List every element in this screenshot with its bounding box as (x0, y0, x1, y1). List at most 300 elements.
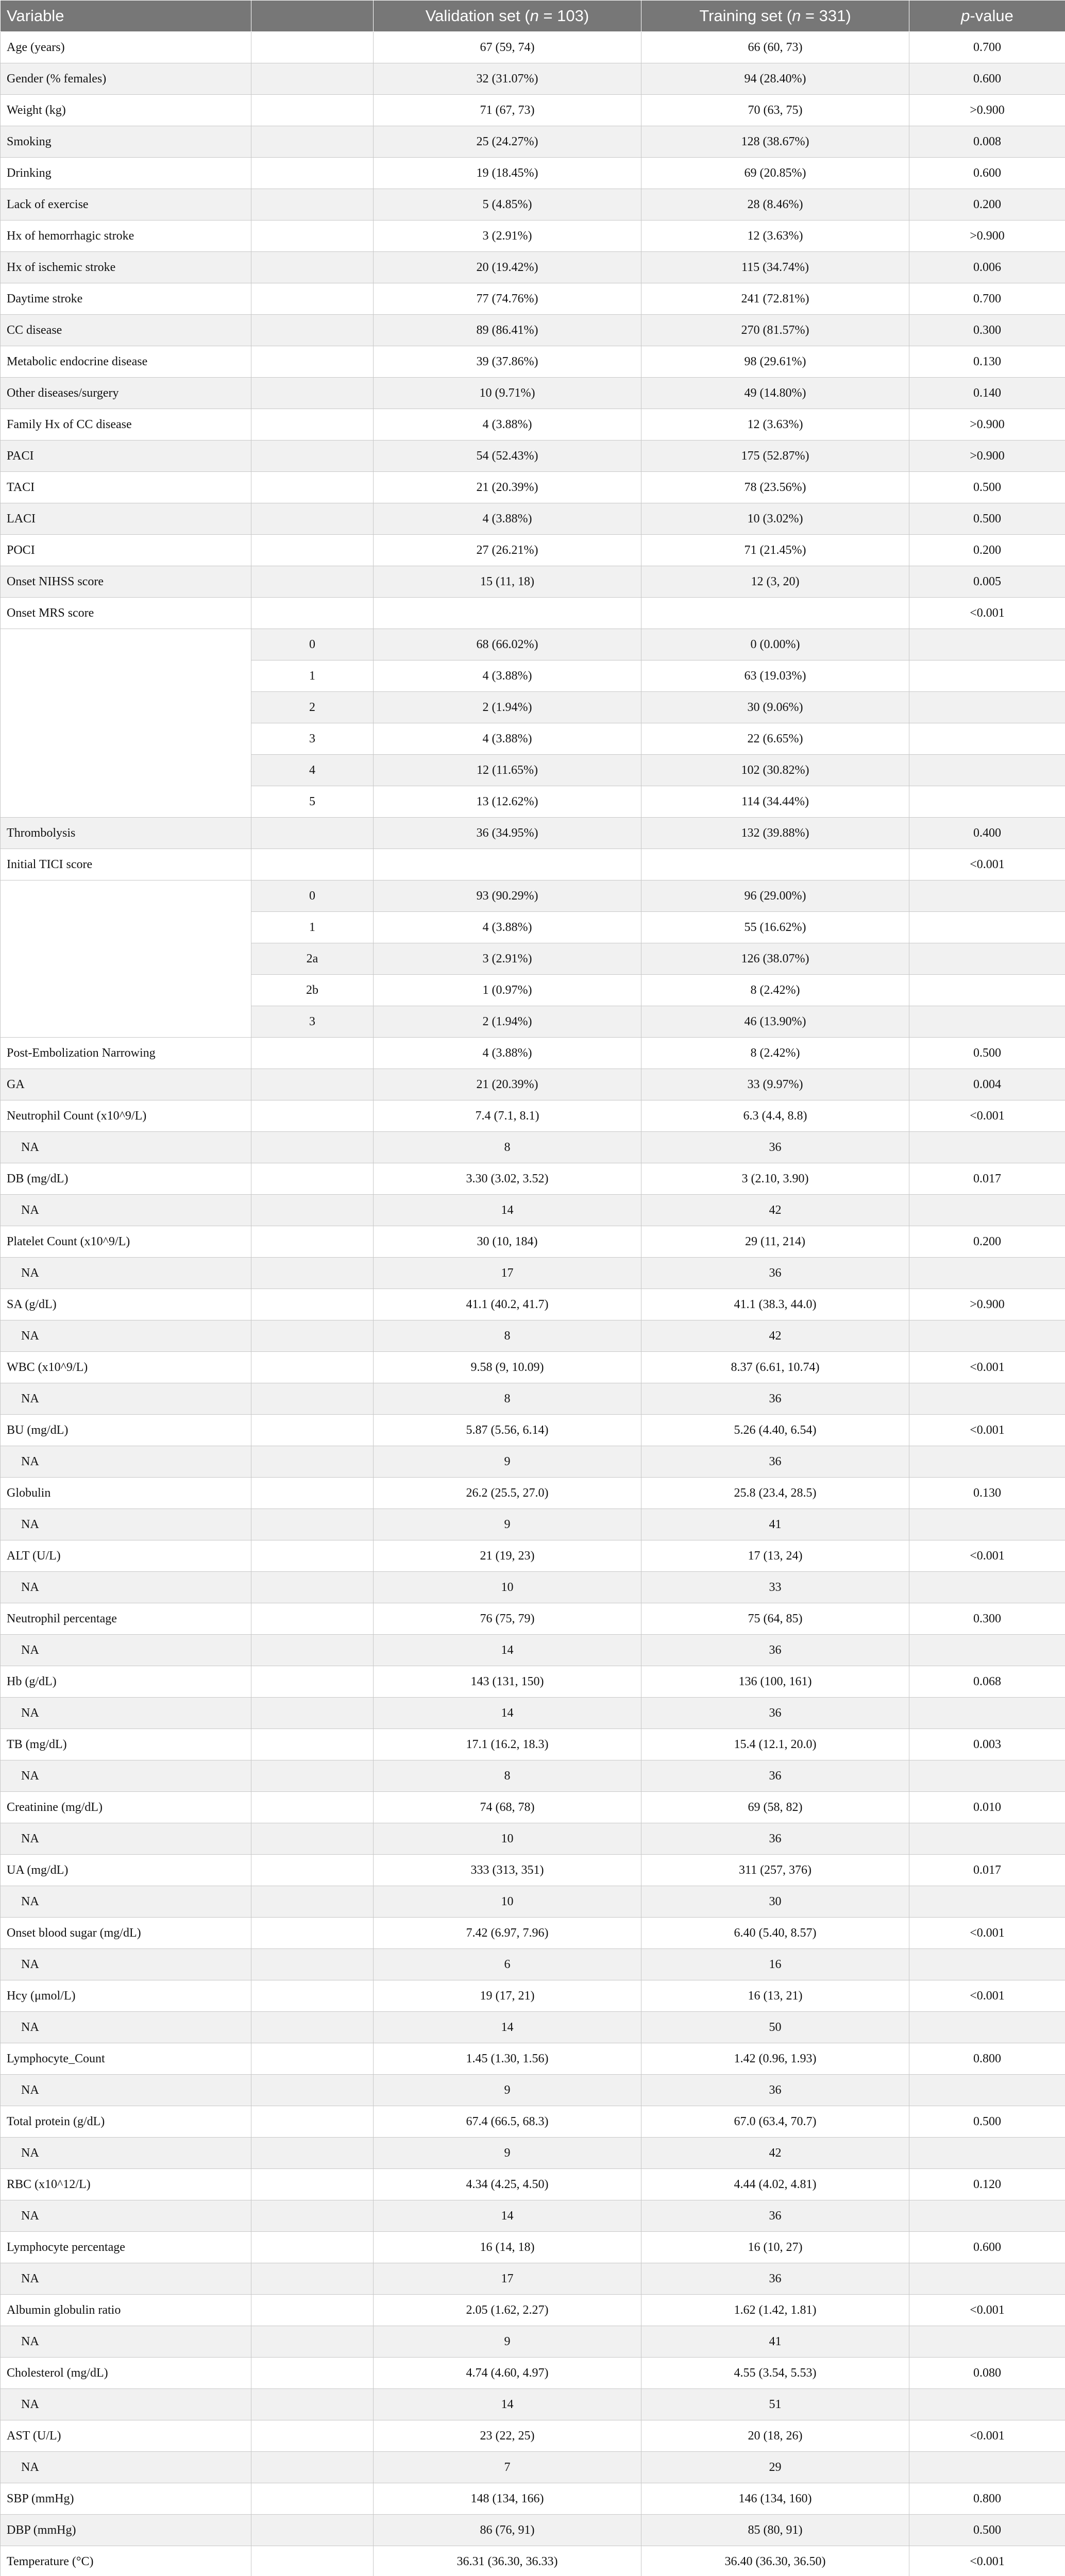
cell-variable: NA (1, 2263, 251, 2295)
cell-training: 33 (641, 1572, 909, 1603)
cell-validation: 5 (4.85%) (374, 189, 641, 221)
table-row (1, 629, 1065, 660)
table-row (1, 1163, 1065, 1195)
cell-validation: 39 (37.86%) (374, 346, 641, 378)
cell-p-value: 0.800 (909, 2483, 1065, 2515)
cell-subcategory (251, 1886, 374, 1918)
cell-training: 29 (11, 214) (641, 1226, 909, 1258)
cell-p-value: 0.017 (909, 1163, 1065, 1195)
cell-p-value: 0.800 (909, 2043, 1065, 2075)
cell-variable: Daytime stroke (1, 283, 251, 315)
table-row (1, 1635, 1065, 1666)
cell-training: 41.1 (38.3, 44.0) (641, 1289, 909, 1320)
table-row (1, 440, 1065, 472)
cell-variable: NA (1, 2389, 251, 2420)
cell-validation: 21 (20.39%) (374, 1069, 641, 1100)
cell-subcategory (251, 126, 374, 158)
cell-validation: 9 (374, 2326, 641, 2358)
cell-variable: TACI (1, 472, 251, 503)
cell-variable: Age (years) (1, 32, 251, 63)
cell-subcategory: 1 (251, 660, 374, 692)
table-row (1, 378, 1065, 409)
cell-validation: 67 (59, 74) (374, 32, 641, 63)
cell-subcategory: 2b (251, 975, 374, 1006)
cell-training: 12 (3, 20) (641, 566, 909, 598)
cell-variable: NA (1, 1760, 251, 1792)
cell-validation: 2.05 (1.62, 2.27) (374, 2295, 641, 2326)
header-training (641, 1, 909, 32)
cell-variable: Lack of exercise (1, 189, 251, 221)
cell-training: 16 (10, 27) (641, 2232, 909, 2263)
cell-subcategory (251, 1195, 374, 1226)
cell-training (641, 598, 909, 629)
table-row (1, 849, 1065, 880)
cell-training: 1.42 (0.96, 1.93) (641, 2043, 909, 2075)
table-row (1, 2043, 1065, 2075)
cell-training: 6.3 (4.4, 8.8) (641, 1100, 909, 1132)
cell-p-value: >0.900 (909, 95, 1065, 126)
cell-subcategory (251, 598, 374, 629)
table-row (1, 252, 1065, 283)
cell-training: 36 (641, 2075, 909, 2106)
cell-p-value: 0.120 (909, 2169, 1065, 2200)
cell-p-value: 0.200 (909, 1226, 1065, 1258)
cell-validation: 26.2 (25.5, 27.0) (374, 1478, 641, 1509)
cell-training: 41 (641, 1509, 909, 1540)
cell-p-value (909, 755, 1065, 786)
cell-variable: Other diseases/surgery (1, 378, 251, 409)
cell-variable: Hx of ischemic stroke (1, 252, 251, 283)
cell-subcategory: 0 (251, 629, 374, 660)
cell-subcategory (251, 409, 374, 440)
header-row (1, 1, 1065, 32)
header-validation (374, 1, 641, 32)
cell-subcategory (251, 1855, 374, 1886)
cell-subcategory (251, 1729, 374, 1760)
cell-variable: Family Hx of CC disease (1, 409, 251, 440)
cell-subcategory (251, 2483, 374, 2515)
cell-p-value (909, 2263, 1065, 2295)
table-row (1, 566, 1065, 598)
cell-variable: Platelet Count (x10^9/L) (1, 1226, 251, 1258)
cell-validation: 14 (374, 2012, 641, 2043)
table-row (1, 2326, 1065, 2358)
cell-validation: 3 (2.91%) (374, 221, 641, 252)
table-body (1, 32, 1065, 2576)
table-row (1, 818, 1065, 849)
cell-validation: 21 (19, 23) (374, 1540, 641, 1572)
cell-validation: 10 (9.71%) (374, 378, 641, 409)
cell-p-value: 0.080 (909, 2358, 1065, 2389)
cell-training: 30 (641, 1886, 909, 1918)
cell-subcategory (251, 158, 374, 189)
header-validation-n: n (530, 7, 539, 25)
cell-subcategory (251, 1918, 374, 1949)
cell-p-value: <0.001 (909, 2295, 1065, 2326)
cell-subcategory (251, 1163, 374, 1195)
cell-training: 69 (58, 82) (641, 1792, 909, 1823)
cell-validation: 4.34 (4.25, 4.50) (374, 2169, 641, 2200)
cell-variable: Temperature (°C) (1, 2546, 251, 2576)
cell-subcategory (251, 1446, 374, 1478)
cell-validation: 1 (0.97%) (374, 975, 641, 1006)
table-row (1, 1195, 1065, 1226)
cell-variable: DB (mg/dL) (1, 1163, 251, 1195)
cell-validation: 3 (2.91%) (374, 943, 641, 975)
table-row (1, 2232, 1065, 2263)
table-row (1, 1666, 1065, 1698)
cell-training: 75 (64, 85) (641, 1603, 909, 1635)
cell-variable: NA (1, 1572, 251, 1603)
cell-p-value: 0.200 (909, 189, 1065, 221)
cell-p-value: <0.001 (909, 1100, 1065, 1132)
cell-subcategory (251, 503, 374, 535)
header-validation-suffix: = 103) (538, 7, 589, 25)
cell-validation: 4 (3.88%) (374, 723, 641, 755)
cell-validation: 9 (374, 1509, 641, 1540)
table-row (1, 1038, 1065, 1069)
cell-variable: Lymphocyte_Count (1, 2043, 251, 2075)
cell-validation: 27 (26.21%) (374, 535, 641, 566)
cell-training: 16 (641, 1949, 909, 1980)
cell-p-value (909, 1698, 1065, 1729)
cell-subcategory (251, 2546, 374, 2576)
cell-validation: 6 (374, 1949, 641, 1980)
cell-p-value: >0.900 (909, 1289, 1065, 1320)
cell-p-value: 0.700 (909, 283, 1065, 315)
cell-training: 98 (29.61%) (641, 346, 909, 378)
table-row (1, 1226, 1065, 1258)
cell-subcategory (251, 1226, 374, 1258)
cell-variable: BU (mg/dL) (1, 1415, 251, 1446)
header-variable: Variable (1, 1, 251, 32)
cell-p-value: 0.006 (909, 252, 1065, 283)
table-row (1, 32, 1065, 63)
cell-subcategory (251, 32, 374, 63)
table-row (1, 2358, 1065, 2389)
cell-p-value (909, 660, 1065, 692)
cell-variable: Lymphocyte percentage (1, 2232, 251, 2263)
cell-subcategory (251, 1823, 374, 1855)
table-row (1, 2483, 1065, 2515)
cell-variable: Onset blood sugar (mg/dL) (1, 1918, 251, 1949)
cell-training: 41 (641, 2326, 909, 2358)
cell-variable: WBC (x10^9/L) (1, 1352, 251, 1383)
cell-variable: NA (1, 1949, 251, 1980)
cell-p-value (909, 723, 1065, 755)
cell-variable: Thrombolysis (1, 818, 251, 849)
cell-training: 102 (30.82%) (641, 755, 909, 786)
table-row (1, 189, 1065, 221)
cell-validation: 14 (374, 2389, 641, 2420)
cell-validation: 4 (3.88%) (374, 660, 641, 692)
cell-variable: TB (mg/dL) (1, 1729, 251, 1760)
cell-variable: GA (1, 1069, 251, 1100)
cell-training: 28 (8.46%) (641, 189, 909, 221)
header-p-value (909, 1, 1065, 32)
cell-training: 51 (641, 2389, 909, 2420)
cell-p-value: 0.017 (909, 1855, 1065, 1886)
cell-subcategory (251, 2138, 374, 2169)
cell-training: 66 (60, 73) (641, 32, 909, 63)
cell-variable: NA (1, 1195, 251, 1226)
cell-validation: 54 (52.43%) (374, 440, 641, 472)
table-row (1, 1698, 1065, 1729)
cell-subcategory (251, 1100, 374, 1132)
table-row (1, 503, 1065, 535)
table-row (1, 1100, 1065, 1132)
cell-variable: NA (1, 2200, 251, 2232)
cell-p-value (909, 2075, 1065, 2106)
cell-p-value (909, 692, 1065, 723)
cell-p-value: 0.068 (909, 1666, 1065, 1698)
cell-variable: UA (mg/dL) (1, 1855, 251, 1886)
table-row (1, 2295, 1065, 2326)
table-row (1, 1415, 1065, 1446)
header-p-suffix: -value (970, 7, 1013, 25)
cell-p-value: <0.001 (909, 1918, 1065, 1949)
table-row (1, 1132, 1065, 1163)
cell-training: 241 (72.81%) (641, 283, 909, 315)
cell-variable: Hb (g/dL) (1, 1666, 251, 1698)
cell-p-value: >0.900 (909, 440, 1065, 472)
cell-subcategory (251, 849, 374, 880)
cell-variable: SBP (mmHg) (1, 2483, 251, 2515)
cell-validation: 8 (374, 1760, 641, 1792)
cell-subcategory (251, 1132, 374, 1163)
cell-training (641, 849, 909, 880)
cell-training: 16 (13, 21) (641, 1980, 909, 2012)
cell-subcategory (251, 1635, 374, 1666)
cell-validation: 20 (19.42%) (374, 252, 641, 283)
cell-subcategory (251, 2200, 374, 2232)
cell-variable: NA (1, 1698, 251, 1729)
cell-subcategory (251, 2043, 374, 2075)
cell-validation: 17 (374, 1258, 641, 1289)
cell-variable: AST (U/L) (1, 2420, 251, 2452)
table-row (1, 1855, 1065, 1886)
cell-variable: NA (1, 1132, 251, 1163)
cell-subcategory (251, 818, 374, 849)
cell-subcategory (251, 95, 374, 126)
cell-variable: NA (1, 2138, 251, 2169)
cell-training: 136 (100, 161) (641, 1666, 909, 1698)
cell-p-value (909, 1635, 1065, 1666)
table-row (1, 1258, 1065, 1289)
cell-subcategory (251, 346, 374, 378)
cell-training: 85 (80, 91) (641, 2515, 909, 2546)
cell-validation: 12 (11.65%) (374, 755, 641, 786)
cell-variable: Hcy (μmol/L) (1, 1980, 251, 2012)
cell-training: 36 (641, 1760, 909, 1792)
cell-training: 96 (29.00%) (641, 880, 909, 912)
cell-training: 69 (20.85%) (641, 158, 909, 189)
cell-validation: 68 (66.02%) (374, 629, 641, 660)
cell-validation: 36.31 (36.30, 36.33) (374, 2546, 641, 2576)
table-row (1, 1478, 1065, 1509)
cell-validation: 41.1 (40.2, 41.7) (374, 1289, 641, 1320)
cell-validation: 14 (374, 1698, 641, 1729)
cell-p-value (909, 912, 1065, 943)
cell-variable (1, 629, 251, 818)
cell-training: 20 (18, 26) (641, 2420, 909, 2452)
cell-subcategory (251, 1289, 374, 1320)
cell-validation: 10 (374, 1886, 641, 1918)
cell-training: 29 (641, 2452, 909, 2483)
cell-p-value: 0.300 (909, 315, 1065, 346)
cell-validation: 8 (374, 1383, 641, 1415)
cell-p-value (909, 1195, 1065, 1226)
cell-p-value: 0.500 (909, 503, 1065, 535)
table-row (1, 1760, 1065, 1792)
cell-variable: Initial TICI score (1, 849, 251, 880)
cell-variable: NA (1, 1446, 251, 1478)
cell-variable: NA (1, 2012, 251, 2043)
table-row (1, 2012, 1065, 2043)
cell-training: 46 (13.90%) (641, 1006, 909, 1038)
table-row (1, 1980, 1065, 2012)
cell-training: 126 (38.07%) (641, 943, 909, 975)
cell-variable: NA (1, 1509, 251, 1540)
cell-subcategory (251, 1320, 374, 1352)
cell-validation: 13 (12.62%) (374, 786, 641, 818)
table-row (1, 2075, 1065, 2106)
cell-validation: 14 (374, 2200, 641, 2232)
cell-subcategory (251, 283, 374, 315)
table-row (1, 1918, 1065, 1949)
cell-subcategory (251, 252, 374, 283)
cell-p-value: <0.001 (909, 1352, 1065, 1383)
cell-p-value (909, 1509, 1065, 1540)
cell-training: 3 (2.10, 3.90) (641, 1163, 909, 1195)
cell-subcategory (251, 315, 374, 346)
cell-variable: CC disease (1, 315, 251, 346)
table-row (1, 1540, 1065, 1572)
table-row (1, 1320, 1065, 1352)
cell-training: 36 (641, 1258, 909, 1289)
cell-variable: DBP (mmHg) (1, 2515, 251, 2546)
cell-p-value (909, 2326, 1065, 2358)
cell-subcategory (251, 2515, 374, 2546)
cell-validation: 2 (1.94%) (374, 1006, 641, 1038)
cell-variable: NA (1, 1823, 251, 1855)
cell-subcategory: 2 (251, 692, 374, 723)
cell-subcategory (251, 2389, 374, 2420)
cell-p-value (909, 629, 1065, 660)
cell-p-value: >0.900 (909, 409, 1065, 440)
cell-validation: 86 (76, 91) (374, 2515, 641, 2546)
cell-validation: 4 (3.88%) (374, 1038, 641, 1069)
cell-p-value: 0.008 (909, 126, 1065, 158)
cell-validation: 7.42 (6.97, 7.96) (374, 1918, 641, 1949)
cell-p-value: <0.001 (909, 598, 1065, 629)
cell-validation: 4.74 (4.60, 4.97) (374, 2358, 641, 2389)
cell-training: 311 (257, 376) (641, 1855, 909, 1886)
cell-p-value: 0.400 (909, 818, 1065, 849)
cell-training: 22 (6.65%) (641, 723, 909, 755)
cell-variable: Onset MRS score (1, 598, 251, 629)
cell-p-value (909, 880, 1065, 912)
cell-training: 36 (641, 2200, 909, 2232)
cell-validation: 25 (24.27%) (374, 126, 641, 158)
cell-validation (374, 598, 641, 629)
cell-subcategory (251, 2420, 374, 2452)
cell-training: 36 (641, 1635, 909, 1666)
cell-variable (1, 880, 251, 1038)
cell-validation: 19 (17, 21) (374, 1980, 641, 2012)
cell-validation: 8 (374, 1320, 641, 1352)
cell-p-value (909, 1949, 1065, 1980)
cell-subcategory (251, 2358, 374, 2389)
cell-p-value: 0.140 (909, 378, 1065, 409)
cell-subcategory (251, 221, 374, 252)
cell-subcategory (251, 63, 374, 95)
table-row (1, 346, 1065, 378)
cell-validation: 77 (74.76%) (374, 283, 641, 315)
cell-p-value (909, 1823, 1065, 1855)
cell-p-value: 0.500 (909, 472, 1065, 503)
cell-subcategory (251, 2452, 374, 2483)
cell-p-value: 0.500 (909, 1038, 1065, 1069)
cell-p-value (909, 2138, 1065, 2169)
cell-training: 6.40 (5.40, 8.57) (641, 1918, 909, 1949)
cell-p-value: 0.500 (909, 2515, 1065, 2546)
cell-training: 42 (641, 2138, 909, 2169)
cell-p-value: 0.003 (909, 1729, 1065, 1760)
table-row (1, 95, 1065, 126)
cell-variable: Gender (% females) (1, 63, 251, 95)
table-row (1, 1603, 1065, 1635)
cell-training: 36 (641, 1698, 909, 1729)
table-row (1, 315, 1065, 346)
cell-variable: RBC (x10^12/L) (1, 2169, 251, 2200)
cell-subcategory (251, 440, 374, 472)
cell-validation: 14 (374, 1635, 641, 1666)
cell-variable: NA (1, 1258, 251, 1289)
header-p-italic: p (961, 7, 970, 25)
cell-variable: Metabolic endocrine disease (1, 346, 251, 378)
cell-training: 36 (641, 1383, 909, 1415)
cell-training: 115 (34.74%) (641, 252, 909, 283)
cell-training: 36 (641, 1823, 909, 1855)
cell-training: 71 (21.45%) (641, 535, 909, 566)
table-row (1, 283, 1065, 315)
cell-variable: NA (1, 1886, 251, 1918)
cell-variable: Weight (kg) (1, 95, 251, 126)
table-row (1, 63, 1065, 95)
cell-variable: Drinking (1, 158, 251, 189)
cell-p-value (909, 1006, 1065, 1038)
cell-training: 78 (23.56%) (641, 472, 909, 503)
cell-subcategory: 3 (251, 723, 374, 755)
cell-subcategory (251, 1038, 374, 1069)
header-training-suffix: = 331) (801, 7, 851, 25)
header-blank (251, 1, 374, 32)
cell-training: 12 (3.63%) (641, 409, 909, 440)
cell-subcategory (251, 1415, 374, 1446)
cell-validation: 7.4 (7.1, 8.1) (374, 1100, 641, 1132)
table-row (1, 1289, 1065, 1320)
cell-subcategory: 5 (251, 786, 374, 818)
cell-p-value: <0.001 (909, 1415, 1065, 1446)
cell-validation: 36 (34.95%) (374, 818, 641, 849)
cell-subcategory: 3 (251, 1006, 374, 1038)
cell-variable: NA (1, 1383, 251, 1415)
table-header (1, 1, 1065, 32)
cell-p-value (909, 1760, 1065, 1792)
cell-training: 55 (16.62%) (641, 912, 909, 943)
cell-p-value: <0.001 (909, 1540, 1065, 1572)
